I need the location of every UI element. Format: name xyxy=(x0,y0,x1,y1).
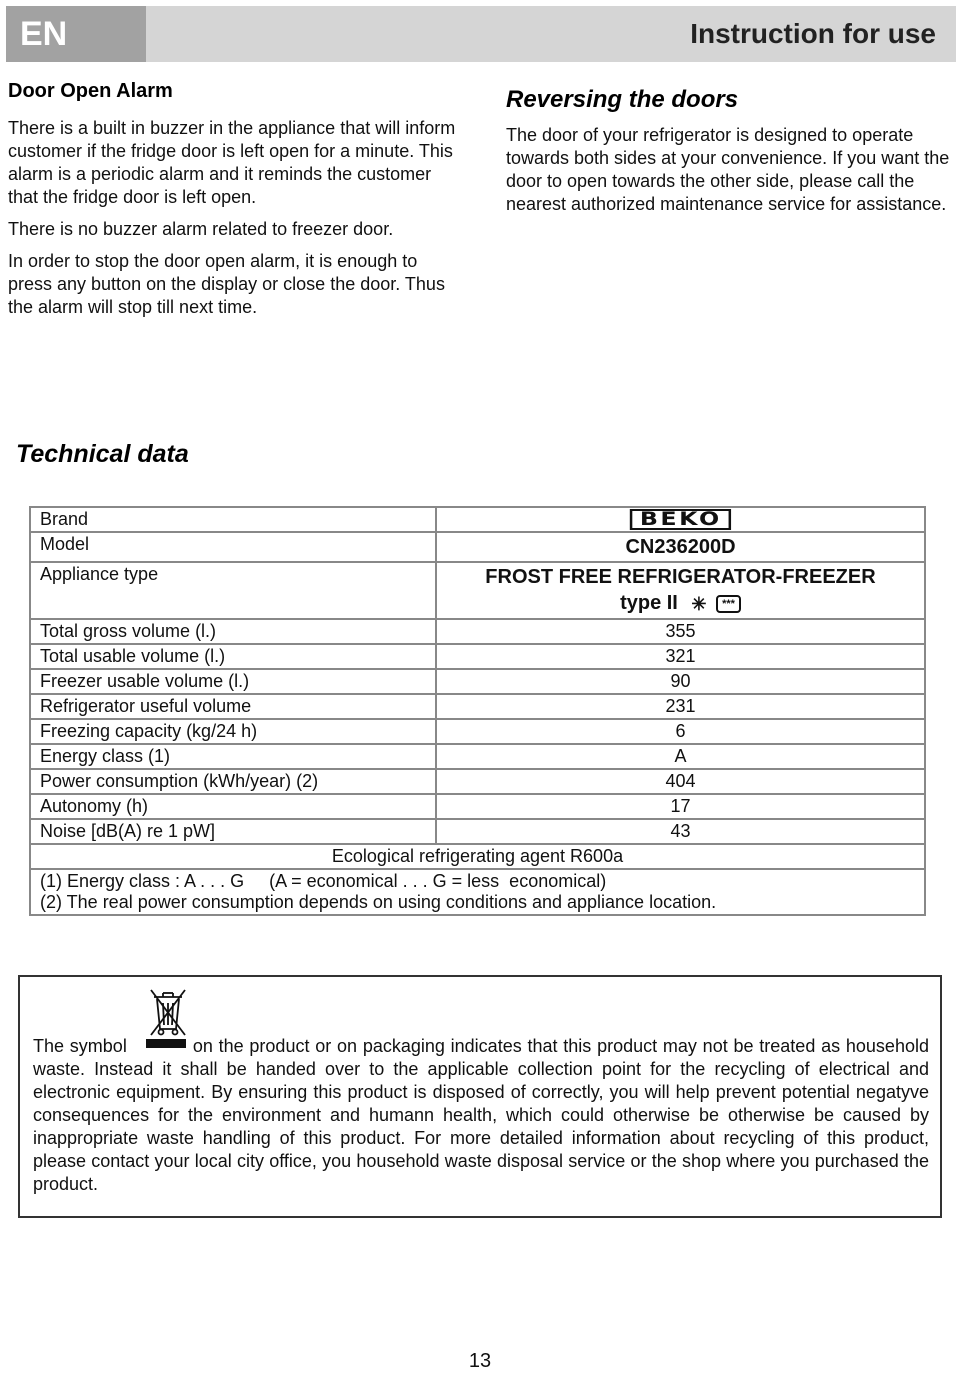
table-row xyxy=(30,694,925,719)
footnotes-cell xyxy=(30,869,925,915)
spec-label: Noise [dB(A) re 1 pW] xyxy=(30,819,436,844)
table-row xyxy=(30,844,925,869)
spec-label: Total gross volume (l.) xyxy=(30,619,436,644)
door-alarm-paragraph-3: In order to stop the door open alarm, it is enough to press any button on the display or close the door. Thus the alarm will stop till next time. xyxy=(8,251,445,317)
door-alarm-section xyxy=(8,80,458,328)
table-row xyxy=(30,744,925,769)
door-alarm-paragraph-1: There is a built in buzzer in the appliance that will inform customer if the fridge door is left open for a minute. This alarm is a periodic alarm and it reminds the customer that the fridge door is left open. xyxy=(8,118,456,207)
technical-data-title: Technical data xyxy=(16,440,189,468)
model-value: CN236200D xyxy=(436,532,925,562)
technical-data-table xyxy=(29,506,926,916)
door-alarm-title: Door Open Alarm xyxy=(8,80,173,102)
refrigerant-agent: Ecological refrigerating agent R600a xyxy=(30,844,925,869)
appliance-type-label: Appliance type xyxy=(30,562,436,619)
appliance-type-cell xyxy=(436,562,925,619)
spec-label: Total usable volume (l.) xyxy=(30,644,436,669)
spec-value: 321 xyxy=(436,644,925,669)
disposal-paragraph xyxy=(33,1035,929,1196)
beko-logo: BEKO xyxy=(630,509,732,530)
table-row xyxy=(30,532,925,562)
star-rating-icon: *** xyxy=(716,595,741,613)
spec-label: Freezing capacity (kg/24 h) xyxy=(30,719,436,744)
spec-value: 43 xyxy=(436,819,925,844)
table-row xyxy=(30,669,925,694)
spec-value: 355 xyxy=(436,619,925,644)
spec-value: 17 xyxy=(436,794,925,819)
appliance-type-class: type II xyxy=(620,592,678,614)
reversing-doors-paragraph: The door of your refrigerator is designed to operate towards both sides at your convenience. If you want the door to open towards the other side, please call the nearest authorized maintenance service for assistance. xyxy=(506,125,950,214)
reversing-doors-section xyxy=(506,86,954,225)
door-alarm-paragraph-2: There is no buzzer alarm related to freezer door. xyxy=(8,219,394,239)
footnote-energy-class: (1) Energy class : A . . . G (A = economical . . . G = less economical) xyxy=(40,870,607,891)
spec-value: 404 xyxy=(436,769,925,794)
table-row xyxy=(30,507,925,532)
spec-label: Autonomy (h) xyxy=(30,794,436,819)
disposal-notice-box xyxy=(18,975,942,1218)
spec-label: Energy class (1) xyxy=(30,744,436,769)
page-number: 13 xyxy=(468,1350,492,1372)
spec-label: Refrigerator useful volume xyxy=(30,694,436,719)
model-label: Model xyxy=(30,532,436,562)
brand-value-cell xyxy=(436,507,925,532)
table-row xyxy=(30,769,925,794)
crossed-bin-icon xyxy=(148,987,188,1037)
language-tab: EN xyxy=(6,6,146,62)
table-row xyxy=(30,819,925,844)
disposal-text-start: The symbol xyxy=(33,1036,127,1056)
disposal-text-rest: on the product or on packaging indicates that this product may not be treated as household waste. Instead it shall be handed over to the applicable collection point for the recycling of electrical and electronic equipment. By ensuring this product is disposed of correctly, you will help prevent potential negatyve consequences for the environment and humann health, which could otherwise be otherwise be caused by inappropriate waste handling of this product. For more detailed information about recycling of this product, please contact your local city office, you household waste disposal service or the shop where you purchased the product. xyxy=(33,1036,929,1194)
table-row xyxy=(30,794,925,819)
spec-value: 90 xyxy=(436,669,925,694)
footnote-power-consumption: (2) The real power consumption depends on using conditions and appliance location. xyxy=(40,891,717,912)
spec-label: Power consumption (kWh/year) (2) xyxy=(30,769,436,794)
spec-label: Freezer usable volume (l.) xyxy=(30,669,436,694)
spec-value: 6 xyxy=(436,719,925,744)
spec-value: A xyxy=(436,744,925,769)
brand-label: Brand xyxy=(30,507,436,532)
table-row xyxy=(30,562,925,619)
reversing-doors-title: Reversing the doors xyxy=(506,86,739,113)
header-title: Instruction for use xyxy=(690,18,936,49)
appliance-type-value: FROST FREE REFRIGERATOR-FREEZER xyxy=(485,566,876,588)
table-row xyxy=(30,644,925,669)
table-row xyxy=(30,619,925,644)
snowflake-icon: ✳ xyxy=(691,593,707,614)
spec-value: 231 xyxy=(436,694,925,719)
appliance-type-class-line xyxy=(446,590,915,617)
table-row xyxy=(30,719,925,744)
table-row xyxy=(30,869,925,915)
